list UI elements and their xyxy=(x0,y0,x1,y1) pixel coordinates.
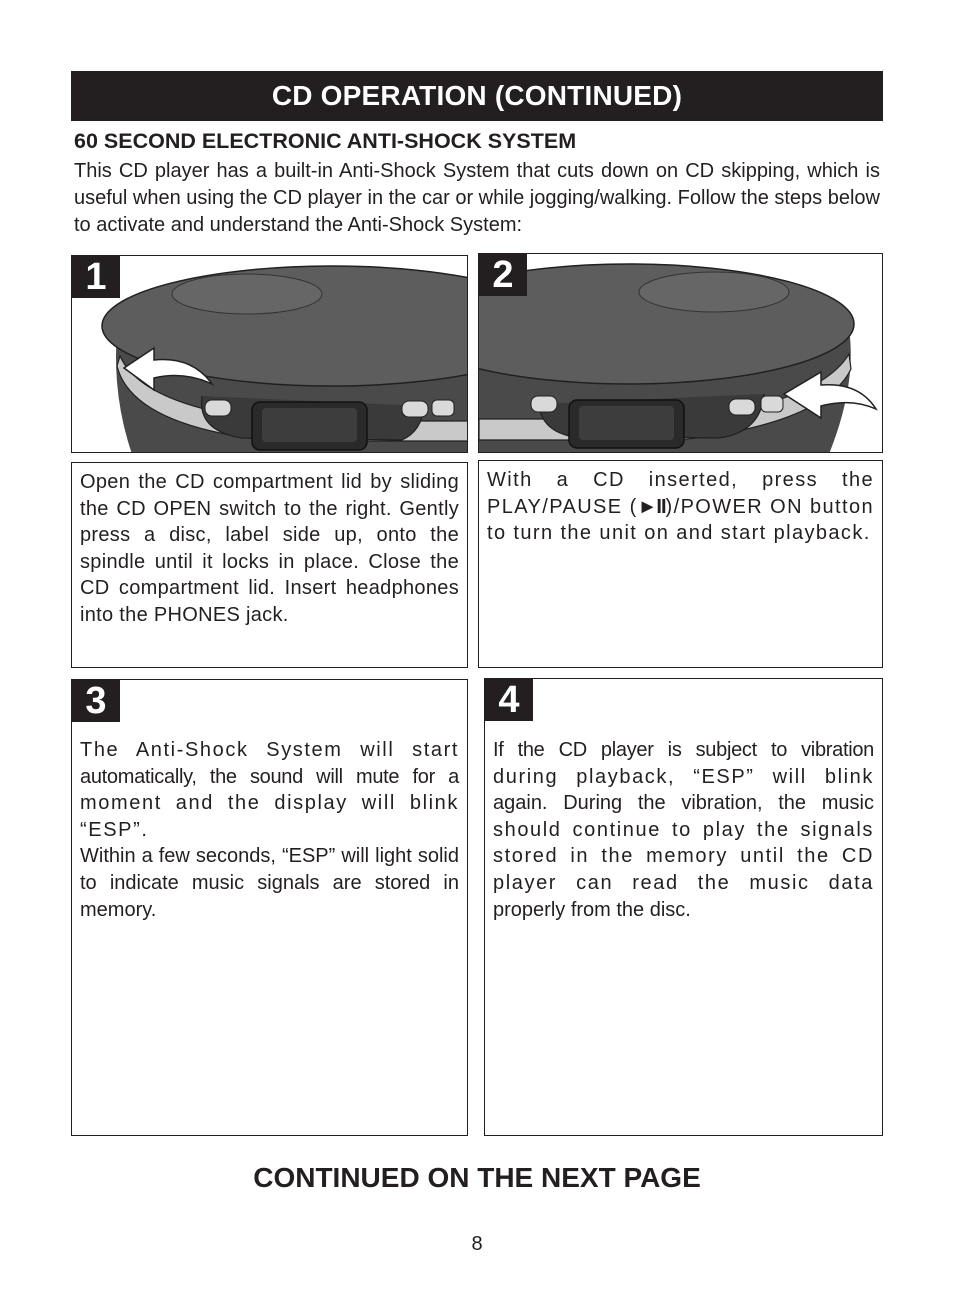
continued-notice: CONTINUED ON THE NEXT PAGE xyxy=(253,1162,701,1193)
step-4-line-e: properly from the disc. xyxy=(493,898,691,921)
step-1-text: Open the CD compartment lid by sliding the CD OPEN switch to the right. Gently press a disc, label side up, onto the spindle until it locks in place. Close the CD compartment lid. Insert headphones into the PHONES jack. xyxy=(80,471,459,626)
step-1-text-box xyxy=(71,462,468,668)
page-number: 8 xyxy=(471,1233,483,1255)
step-1-number: 1 xyxy=(72,256,120,298)
section-title: 60 SECOND ELECTRONIC ANTI-SHOCK SYSTEM xyxy=(74,129,577,153)
step-4-line-c: again. During the vibration, the music xyxy=(493,792,874,815)
cd-player-illustration xyxy=(72,256,468,453)
step-4-number: 4 xyxy=(485,679,533,721)
step-2-text-b: )/POWER ON button to turn the unit on and start playback. xyxy=(487,495,874,545)
step-4-line-b: during playback, “ESP” will blink xyxy=(493,765,874,788)
step-3-paragraph-2: Within a few seconds, “ESP” will light solid to indicate music signals are stored in memory. xyxy=(80,845,459,921)
step-3-box xyxy=(71,679,468,1136)
step-4-line-d: should continue to play the signals stored in the memory until the CD player can read the music data xyxy=(493,818,874,894)
step-2-text-a: With a CD inserted, press the PLAY/PAUSE ( xyxy=(487,469,874,518)
intro-paragraph: This CD player has a built-in Anti-Shock System that cuts down on CD skipping, which is useful when using the CD player in the car or while jogging/walking. Follow the steps below to activate and understand the Anti-Shock System: xyxy=(74,160,880,236)
play-pause-symbol: ►II xyxy=(637,495,666,518)
step-2-number: 2 xyxy=(479,254,527,296)
step-3-text xyxy=(80,737,459,923)
step-2-text xyxy=(487,467,874,547)
step-3-line-c: moment and the display will blink “ESP”. xyxy=(80,792,459,841)
step-3-line-b: automatically, the sound will mute for a xyxy=(80,765,459,788)
step-2-image-panel xyxy=(478,253,883,453)
step-4-line-a: If the CD player is subject to vibration xyxy=(493,739,874,761)
step-4-box xyxy=(484,678,883,1136)
page-title: CD OPERATION (CONTINUED) xyxy=(271,80,683,111)
step-2-text-box xyxy=(478,460,883,668)
step-1-image-panel xyxy=(71,255,468,453)
step-3-number: 3 xyxy=(72,680,120,722)
cd-player-illustration xyxy=(479,254,883,453)
step-4-text xyxy=(493,737,874,923)
step-3-line-a: The Anti-Shock System will start xyxy=(80,739,459,761)
page-header xyxy=(71,71,883,121)
